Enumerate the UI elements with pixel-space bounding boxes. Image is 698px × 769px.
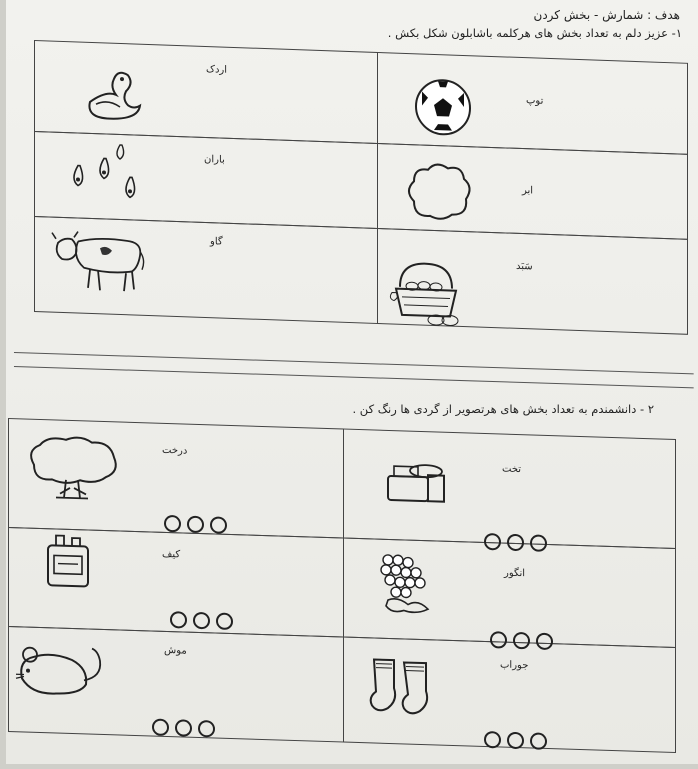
question-1-instruction: ۱- عزیز دلم به تعداد بخش های هرکلمه باشابلون شکل بکش . [387, 26, 682, 40]
count-circle[interactable] [216, 613, 233, 631]
count-circle[interactable] [507, 732, 524, 750]
worksheet-goal: هدف : شمارش - بخش کردن [533, 8, 680, 22]
bed-icon [386, 460, 448, 508]
soccer-ball-icon [414, 77, 472, 137]
circle-group-grapes [490, 631, 553, 650]
section2-grid [8, 418, 676, 769]
basket-icon [386, 258, 466, 325]
label-mouse: موش [164, 644, 187, 657]
grapes-icon [378, 552, 440, 622]
label-basket: سَبَد [516, 260, 533, 273]
count-circle[interactable] [484, 533, 501, 551]
circle-group-tree [164, 515, 227, 534]
section1-grid [34, 40, 688, 373]
tree-icon [26, 435, 118, 504]
count-circle[interactable] [193, 612, 210, 630]
circle-group-mouse [152, 719, 215, 738]
count-circle[interactable] [536, 633, 553, 651]
socks-icon [364, 655, 442, 719]
circle-group-bag [170, 611, 233, 630]
count-circle[interactable] [164, 515, 181, 533]
label-cloud: ابر [522, 185, 534, 197]
count-circle[interactable] [530, 534, 547, 552]
count-circle[interactable] [152, 719, 169, 737]
count-circle[interactable] [530, 732, 547, 750]
label-ball: توپ [526, 95, 544, 107]
label-socks: جوراب [500, 659, 529, 672]
label-bag: کیف [162, 548, 181, 561]
label-duck: اردک [206, 64, 228, 76]
count-circle[interactable] [198, 720, 215, 738]
mouse-icon [12, 638, 106, 703]
label-rain: باران [204, 153, 225, 166]
count-circle[interactable] [175, 719, 192, 737]
label-cow: گاو [210, 236, 223, 248]
label-bed: تخت [502, 463, 522, 476]
count-circle[interactable] [513, 632, 530, 650]
label-grapes: انگور [504, 567, 526, 580]
label-tree: درخت [162, 444, 188, 457]
bag-icon [44, 531, 94, 591]
circle-group-bed [484, 533, 547, 552]
raindrops-icon [68, 141, 148, 204]
circle-group-socks [484, 731, 547, 750]
question-2-instruction: ۲ - دانشمندم به تعداد بخش های هرتصویر از گردی ها رنگ کن . [352, 402, 654, 416]
count-circle[interactable] [484, 731, 501, 749]
worksheet-page [6, 0, 698, 764]
count-circle[interactable] [187, 516, 204, 534]
count-circle[interactable] [490, 631, 507, 649]
cow-icon [50, 227, 146, 294]
duck-icon [82, 68, 144, 122]
count-circle[interactable] [507, 534, 524, 552]
count-circle[interactable] [170, 611, 187, 629]
cloud-icon [404, 161, 474, 223]
count-circle[interactable] [210, 516, 227, 534]
